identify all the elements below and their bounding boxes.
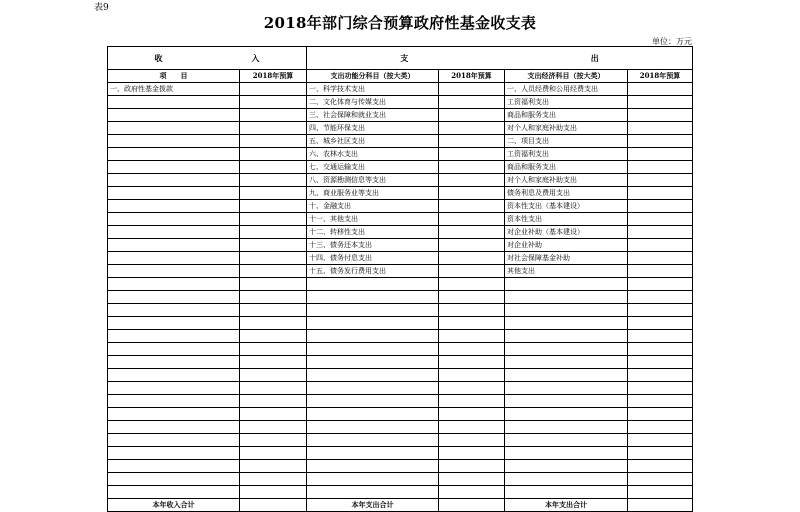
income-item-cell: [108, 421, 240, 434]
economic-subject-cell: 对个人和家庭补助支出: [505, 174, 628, 187]
function-subject-cell: [307, 408, 439, 421]
income-item-cell: [108, 148, 240, 161]
economic-subject-cell: 对个人和家庭补助支出: [505, 122, 628, 135]
economic-subject-cell: [505, 408, 628, 421]
function-budget-cell: [439, 291, 505, 304]
document-title: 2018年部门综合预算政府性基金收支表: [263, 14, 537, 32]
budget-table: [107, 46, 693, 512]
income-item-cell: [108, 187, 240, 200]
function-budget-cell: [439, 83, 505, 96]
function-budget-cell: [439, 265, 505, 278]
economic-budget-cell: [628, 187, 693, 200]
economic-subject-cell: 资本性支出: [505, 213, 628, 226]
economic-budget-cell: [628, 213, 693, 226]
income-item-cell: [108, 109, 240, 122]
economic-budget-cell: [628, 135, 693, 148]
col-header-economic-budget: 2018年预算: [628, 70, 693, 83]
income-item-cell: [108, 434, 240, 447]
economic-subject-cell: [505, 434, 628, 447]
income-item-cell: [108, 317, 240, 330]
expense-group-label-left: 支: [400, 53, 409, 63]
economic-subject-cell: 对企业补助: [505, 239, 628, 252]
economic-subject-cell: 对企业补助（基本建设）: [505, 226, 628, 239]
function-subject-cell: [307, 421, 439, 434]
table-row: [108, 239, 693, 252]
table-row: [108, 460, 693, 473]
income-item-cell: [108, 96, 240, 109]
table-row: [108, 408, 693, 421]
income-total-label: 本年收入合计: [108, 499, 240, 512]
economic-budget-cell: [628, 369, 693, 382]
income-budget-cell: [240, 252, 307, 265]
table-row: [108, 486, 693, 499]
economic-budget-cell: [628, 122, 693, 135]
function-subject-cell: [307, 317, 439, 330]
function-subject-cell: 四、节能环保支出: [307, 122, 439, 135]
table-row: [108, 213, 693, 226]
income-item-cell: [108, 226, 240, 239]
function-budget-cell: [439, 278, 505, 291]
table-row: [108, 278, 693, 291]
income-item-cell: [108, 330, 240, 343]
economic-subject-cell: [505, 473, 628, 486]
table-row: [108, 473, 693, 486]
table-row: [108, 343, 693, 356]
function-budget-cell: [439, 434, 505, 447]
function-budget-cell: [439, 304, 505, 317]
function-budget-cell: [439, 200, 505, 213]
table-row: [108, 395, 693, 408]
function-budget-cell: [439, 421, 505, 434]
economic-subject-cell: 一、人员经费和公用经费支出: [505, 83, 628, 96]
function-subject-cell: 七、交通运输支出: [307, 161, 439, 174]
income-item-cell: [108, 460, 240, 473]
income-budget-cell: [240, 200, 307, 213]
budget-table-container: [107, 46, 692, 512]
income-budget-cell: [240, 473, 307, 486]
function-subject-cell: [307, 447, 439, 460]
economic-subject-cell: [505, 421, 628, 434]
function-subject-cell: [307, 486, 439, 499]
table-row: [108, 83, 693, 96]
economic-subject-cell: 其他支出: [505, 265, 628, 278]
col-header-item: 项 目: [108, 70, 240, 83]
economic-budget-cell: [628, 382, 693, 395]
table-row: [108, 330, 693, 343]
income-budget-cell: [240, 330, 307, 343]
income-budget-cell: [240, 291, 307, 304]
function-budget-cell: [439, 187, 505, 200]
function-budget-cell: [439, 343, 505, 356]
function-budget-cell: [439, 486, 505, 499]
income-budget-cell: [240, 148, 307, 161]
economic-budget-cell: [628, 486, 693, 499]
income-item-cell: [108, 278, 240, 291]
function-subject-cell: 八、资源勘测信息等支出: [307, 174, 439, 187]
income-group-label-left: 收: [154, 53, 163, 63]
economic-budget-cell: [628, 83, 693, 96]
economic-budget-cell: [628, 421, 693, 434]
column-header-row: [108, 70, 693, 83]
economic-subject-cell: [505, 369, 628, 382]
economic-subject-cell: [505, 278, 628, 291]
income-budget-cell: [240, 161, 307, 174]
income-item-cell: [108, 135, 240, 148]
income-budget-cell: [240, 304, 307, 317]
income-item-cell: [108, 291, 240, 304]
economic-budget-cell: [628, 395, 693, 408]
unit-label: 单位：万元: [652, 37, 692, 46]
function-budget-cell: [439, 96, 505, 109]
function-budget-cell: [439, 226, 505, 239]
economic-total-label: 本年支出合计: [505, 499, 628, 512]
income-budget-cell: [240, 369, 307, 382]
economic-budget-cell: [628, 174, 693, 187]
function-subject-cell: 五、城乡社区支出: [307, 135, 439, 148]
income-group-label-right: 入: [251, 53, 260, 63]
income-item-cell: [108, 265, 240, 278]
economic-budget-cell: [628, 343, 693, 356]
function-budget-cell: [439, 356, 505, 369]
economic-subject-cell: [505, 356, 628, 369]
economic-subject-cell: [505, 460, 628, 473]
income-item-cell: [108, 304, 240, 317]
function-subject-cell: [307, 473, 439, 486]
function-budget-cell: [439, 109, 505, 122]
function-subject-cell: 九、商业服务业等支出: [307, 187, 439, 200]
table-row: [108, 96, 693, 109]
function-budget-cell: [439, 382, 505, 395]
income-budget-cell: [240, 174, 307, 187]
economic-budget-cell: [628, 473, 693, 486]
income-budget-cell: [240, 421, 307, 434]
economic-subject-cell: [505, 291, 628, 304]
economic-subject-cell: 工资福利支出: [505, 148, 628, 161]
col-header-economic-subject: 支出经济科目（按大类）: [505, 70, 628, 83]
table-row: [108, 148, 693, 161]
function-subject-cell: [307, 278, 439, 291]
group-header-row: [108, 47, 693, 70]
income-item-cell: [108, 213, 240, 226]
economic-budget-cell: [628, 460, 693, 473]
table-number: 表9: [94, 3, 109, 13]
function-subject-cell: [307, 304, 439, 317]
table-row: [108, 161, 693, 174]
income-item-cell: [108, 200, 240, 213]
function-subject-cell: [307, 382, 439, 395]
economic-subject-cell: 商品和服务支出: [505, 161, 628, 174]
income-budget-cell: [240, 187, 307, 200]
income-group-header: [108, 47, 307, 70]
economic-budget-cell: [628, 239, 693, 252]
function-budget-cell: [439, 408, 505, 421]
col-header-function-budget: 2018年预算: [439, 70, 505, 83]
income-item-cell: 一、政府性基金拨款: [108, 83, 240, 96]
economic-budget-cell: [628, 408, 693, 421]
function-subject-cell: [307, 330, 439, 343]
income-item-cell: [108, 473, 240, 486]
economic-budget-cell: [628, 330, 693, 343]
economic-subject-cell: 商品和服务支出: [505, 109, 628, 122]
table-row: [108, 252, 693, 265]
income-item-cell: [108, 343, 240, 356]
income-budget-cell: [240, 278, 307, 291]
economic-budget-cell: [628, 447, 693, 460]
economic-budget-cell: [628, 252, 693, 265]
economic-budget-cell: [628, 96, 693, 109]
col-header-income-budget: 2018年预算: [240, 70, 307, 83]
function-subject-cell: 十四、债务付息支出: [307, 252, 439, 265]
function-budget-cell: [439, 161, 505, 174]
function-budget-cell: [439, 148, 505, 161]
economic-budget-cell: [628, 109, 693, 122]
income-budget-cell: [240, 382, 307, 395]
table-row: [108, 382, 693, 395]
table-row: [108, 317, 693, 330]
income-budget-cell: [240, 356, 307, 369]
economic-budget-cell: [628, 291, 693, 304]
income-budget-cell: [240, 447, 307, 460]
function-budget-cell: [439, 317, 505, 330]
economic-subject-cell: 工资福利支出: [505, 96, 628, 109]
table-row: [108, 434, 693, 447]
table-row: [108, 109, 693, 122]
table-row: [108, 421, 693, 434]
economic-subject-cell: [505, 447, 628, 460]
income-budget-cell: [240, 317, 307, 330]
table-row: [108, 291, 693, 304]
function-subject-cell: [307, 356, 439, 369]
income-budget-cell: [240, 96, 307, 109]
function-budget-cell: [439, 330, 505, 343]
economic-budget-cell: [628, 265, 693, 278]
col-header-function-subject: 支出功能分科目（按大类）: [307, 70, 439, 83]
economic-budget-cell: [628, 317, 693, 330]
economic-subject-cell: [505, 304, 628, 317]
income-budget-cell: [240, 460, 307, 473]
economic-subject-cell: [505, 382, 628, 395]
function-subject-cell: [307, 291, 439, 304]
income-item-cell: [108, 447, 240, 460]
economic-subject-cell: [505, 395, 628, 408]
income-budget-cell: [240, 486, 307, 499]
function-subject-cell: 一、科学技术支出: [307, 83, 439, 96]
function-total-label: 本年支出合计: [307, 499, 439, 512]
table-row: [108, 226, 693, 239]
function-subject-cell: [307, 460, 439, 473]
income-budget-cell: [240, 265, 307, 278]
function-subject-cell: 十、金融支出: [307, 200, 439, 213]
table-row: [108, 200, 693, 213]
income-item-cell: [108, 252, 240, 265]
income-item-cell: [108, 122, 240, 135]
income-budget-cell: [240, 135, 307, 148]
expense-group-header: [307, 47, 693, 70]
function-subject-cell: 十三、债务还本支出: [307, 239, 439, 252]
income-item-cell: [108, 382, 240, 395]
economic-subject-cell: 资本性支出（基本建设）: [505, 200, 628, 213]
table-row: [108, 265, 693, 278]
function-budget-cell: [439, 213, 505, 226]
function-subject-cell: [307, 395, 439, 408]
economic-budget-cell: [628, 148, 693, 161]
economic-subject-cell: [505, 343, 628, 356]
function-budget-cell: [439, 395, 505, 408]
economic-budget-cell: [628, 161, 693, 174]
income-budget-cell: [240, 109, 307, 122]
function-subject-cell: [307, 343, 439, 356]
function-subject-cell: 十二、转移性支出: [307, 226, 439, 239]
function-subject-cell: 三、社会保障和就业支出: [307, 109, 439, 122]
function-budget-cell: [439, 447, 505, 460]
income-budget-cell: [240, 434, 307, 447]
function-budget-cell: [439, 122, 505, 135]
table-row: [108, 135, 693, 148]
economic-budget-cell: [628, 226, 693, 239]
function-budget-cell: [439, 252, 505, 265]
economic-budget-cell: [628, 278, 693, 291]
economic-budget-cell: [628, 200, 693, 213]
income-item-cell: [108, 174, 240, 187]
income-item-cell: [108, 239, 240, 252]
expense-group-label-right: 出: [590, 53, 599, 63]
income-budget-cell: [240, 213, 307, 226]
income-item-cell: [108, 356, 240, 369]
income-budget-cell: [240, 83, 307, 96]
income-budget-cell: [240, 343, 307, 356]
economic-subject-cell: 对社会保障基金补助: [505, 252, 628, 265]
table-row: [108, 369, 693, 382]
economic-subject-cell: 二、项目支出: [505, 135, 628, 148]
income-budget-cell: [240, 408, 307, 421]
function-subject-cell: [307, 369, 439, 382]
income-item-cell: [108, 369, 240, 382]
function-budget-cell: [439, 369, 505, 382]
income-item-cell: [108, 395, 240, 408]
economic-subject-cell: [505, 330, 628, 343]
economic-subject-cell: [505, 317, 628, 330]
economic-budget-cell: [628, 304, 693, 317]
function-budget-cell: [439, 473, 505, 486]
table-row: [108, 174, 693, 187]
economic-budget-cell: [628, 434, 693, 447]
function-budget-cell: [439, 239, 505, 252]
function-subject-cell: 六、农林水支出: [307, 148, 439, 161]
economic-subject-cell: 债务利息及费用支出: [505, 187, 628, 200]
table-row: [108, 447, 693, 460]
income-item-cell: [108, 408, 240, 421]
function-budget-cell: [439, 460, 505, 473]
economic-subject-cell: [505, 486, 628, 499]
function-budget-cell: [439, 135, 505, 148]
table-row: [108, 187, 693, 200]
income-item-cell: [108, 161, 240, 174]
income-budget-cell: [240, 122, 307, 135]
function-subject-cell: [307, 434, 439, 447]
table-row: [108, 356, 693, 369]
function-subject-cell: 十五、债务发行费用支出: [307, 265, 439, 278]
economic-budget-cell: [628, 356, 693, 369]
income-budget-cell: [240, 239, 307, 252]
income-budget-cell: [240, 395, 307, 408]
table-row: [108, 122, 693, 135]
income-item-cell: [108, 486, 240, 499]
function-subject-cell: 十一、其他支出: [307, 213, 439, 226]
income-budget-cell: [240, 226, 307, 239]
function-budget-cell: [439, 174, 505, 187]
function-subject-cell: 二、文化体育与传媒支出: [307, 96, 439, 109]
table-row: [108, 304, 693, 317]
